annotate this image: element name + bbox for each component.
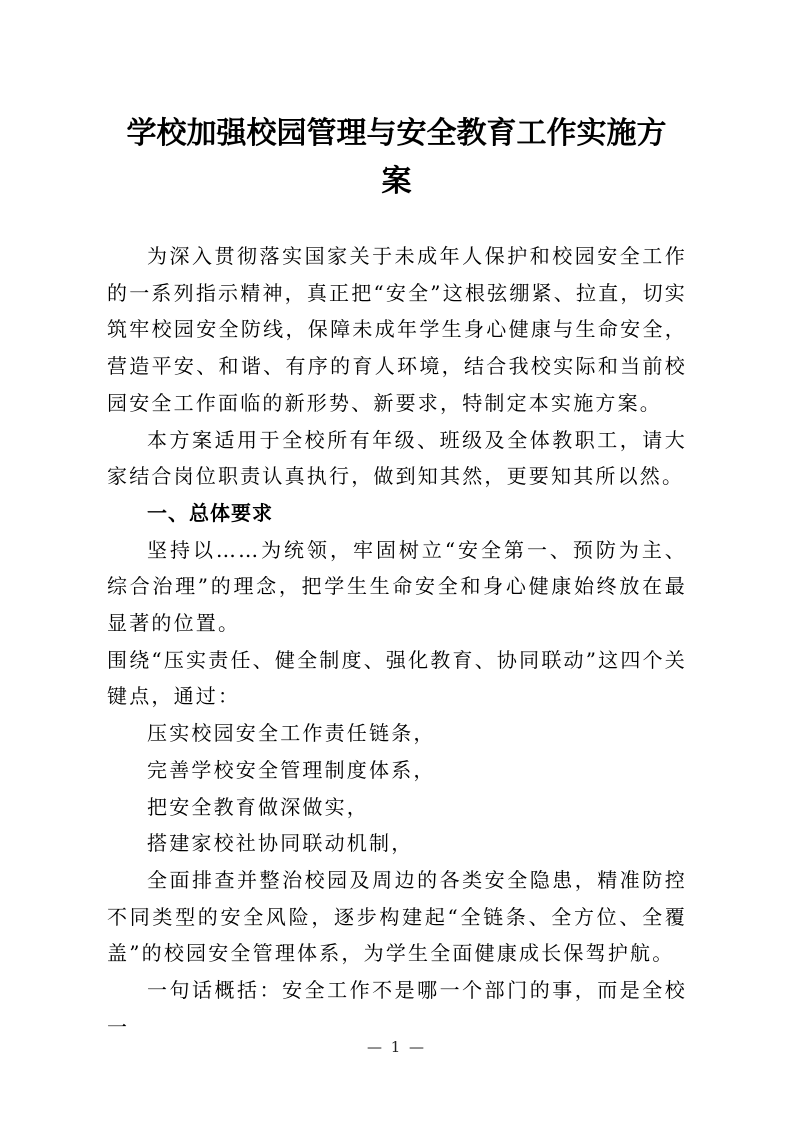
list-item: 完善学校安全管理制度体系，	[147, 757, 436, 782]
title-line-2: 案	[381, 164, 412, 199]
list-item: 把安全教育做深做实，	[147, 794, 369, 819]
goal-paragraph: 全面排查并整治校园及周边的各类安全隐患，精准防控不同类型的安全风险，逐步构建起“全链条、全方位、全覆盖”的校园安全管理体系，为学生全面健康成长保驾护航。	[107, 867, 687, 966]
principle-paragraph: 坚持以……为统领，牢固树立“安全第一、预防为主、综合治理”的理念，把学生生命安全和身心健康始终放在最显著的位置。	[107, 537, 687, 636]
section-heading-general-requirements: 一、总体要求	[147, 500, 273, 525]
intro-paragraph: 为深入贯彻落实国家关于未成年人保护和校园安全工作的一系列指示精神，真正把“安全”这根弦绷紧、拉直，切实筑牢校园安全防线，保障未成年学生身心健康与生命安全，营造平安、和谐、有序的育人环境，结合我校实际和当前校园安全工作面临的新形势、新要求，特制定本实施方案。	[107, 244, 687, 415]
summary-paragraph: 一句话概括：安全工作不是哪一个部门的事，而是全校一	[107, 978, 687, 1039]
page-number: — 1 —	[366, 1038, 427, 1056]
scope-paragraph: 本方案适用于全校所有年级、班级及全体教职工，请大家结合岗位职责认真执行，做到知其然，更要知其所以然。	[107, 427, 687, 489]
list-item: 搭建家校社协同联动机制，	[147, 831, 414, 856]
document-title	[100, 110, 693, 206]
key-points-paragraph: 围绕“压实责任、健全制度、强化教育、协同联动”这四个关键点，通过：	[107, 647, 687, 709]
document-body	[107, 238, 687, 1045]
list-item: 压实校园安全工作责任链条，	[147, 721, 436, 746]
title-line-1: 学校加强校园管理与安全教育工作实施方	[126, 116, 667, 151]
